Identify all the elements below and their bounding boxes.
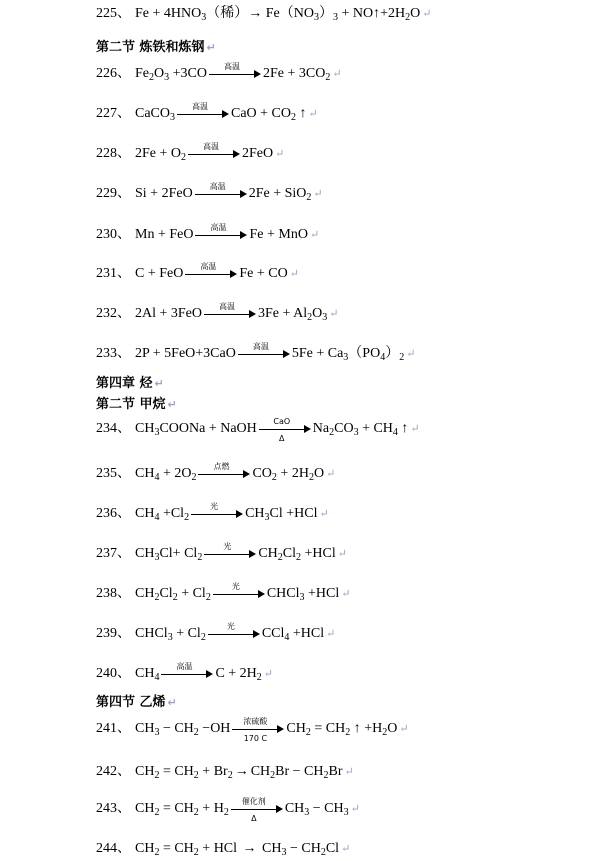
arrow-shaft xyxy=(195,194,241,195)
subscript: 2 xyxy=(307,312,313,323)
equation-number: 229、 xyxy=(96,186,131,201)
equation-line xyxy=(96,222,320,244)
equation-number: 226、 xyxy=(96,66,131,81)
paragraph-mark: ↵ xyxy=(341,843,351,855)
equation-number: 244、 xyxy=(96,841,131,856)
equation-line xyxy=(96,141,285,163)
subscript: 2 xyxy=(325,72,331,83)
arrow-head xyxy=(206,670,213,678)
formula-text: Cl xyxy=(282,546,296,561)
subscript: 4 xyxy=(154,472,160,483)
arrow-head xyxy=(249,310,256,318)
paragraph-mark: ↵ xyxy=(344,766,354,778)
reaction-arrow-icon xyxy=(204,301,256,321)
equation-line xyxy=(96,501,329,523)
subscript: 2 xyxy=(305,727,311,738)
equation-number: 232、 xyxy=(96,306,131,321)
arrow-shaft xyxy=(259,429,305,430)
subscript: 3 xyxy=(154,427,160,438)
subscript: 4 xyxy=(284,632,290,643)
arrow-shaft xyxy=(204,314,250,315)
subscript: 3 xyxy=(299,592,305,603)
formula-text: + Br xyxy=(198,764,228,779)
subscript: 2 xyxy=(200,632,206,643)
reaction-condition: 点燃 xyxy=(213,461,230,471)
arrow-shaft xyxy=(209,74,255,75)
arrow-head xyxy=(276,805,283,813)
subscript: 4 xyxy=(392,427,398,438)
formula-text: 2Fe + O xyxy=(135,146,182,161)
subscript: 2 xyxy=(193,770,199,781)
equation-line xyxy=(96,763,354,781)
subscript: 2 xyxy=(205,592,211,603)
paragraph-mark: ↵ xyxy=(154,377,164,390)
paragraph-mark: ↵ xyxy=(350,803,360,815)
formula-text: Br − CH xyxy=(275,764,324,779)
reaction-arrow-icon xyxy=(188,141,240,161)
reaction-condition: 高温 xyxy=(203,141,220,151)
paragraph-mark: ↵ xyxy=(289,268,299,280)
formula-text: CH xyxy=(135,466,155,481)
subscript: 2 xyxy=(154,807,160,818)
subscript: 3 xyxy=(332,12,338,23)
formula-text: CH xyxy=(245,506,265,521)
subscript: 2 xyxy=(181,152,187,163)
paragraph-mark: ↵ xyxy=(326,628,336,640)
formula-text: Fe + 4HNO xyxy=(135,6,202,21)
paragraph-mark: ↵ xyxy=(206,41,216,54)
arrow-head xyxy=(243,470,250,478)
formula-text: +HCl xyxy=(289,626,325,641)
formula-text: CH xyxy=(284,801,305,816)
reaction-condition: 高温 xyxy=(219,301,236,311)
reaction-arrow-icon xyxy=(238,341,290,361)
formula-text: ） xyxy=(385,346,400,361)
subscript: 3 xyxy=(304,807,310,818)
formula-text: CH xyxy=(135,546,155,561)
formula-text: O xyxy=(387,721,398,736)
subscript: 2 xyxy=(308,472,314,483)
formula-text: = CH xyxy=(159,764,194,779)
subscript: 3 xyxy=(154,552,160,563)
reaction-arrow-icon xyxy=(177,101,229,121)
equation-number: 231、 xyxy=(96,266,131,281)
arrow-shaft xyxy=(204,554,250,555)
formula-text: +HCl xyxy=(301,546,336,561)
formula-text: + HCl xyxy=(198,841,241,856)
subscript: 2 xyxy=(193,847,199,858)
formula-text: Fe xyxy=(135,66,149,81)
subscript: 2 xyxy=(154,847,160,858)
equation-number: 234、 xyxy=(96,421,131,436)
arrow-head xyxy=(240,190,247,198)
formula-text: CH xyxy=(135,841,155,856)
equation-line xyxy=(96,661,274,683)
equation-line xyxy=(96,341,416,363)
subscript: 2 xyxy=(271,472,277,483)
paragraph-mark: ↵ xyxy=(308,108,318,120)
reaction-arrow-icon xyxy=(213,581,265,601)
reaction-arrow-icon xyxy=(185,261,237,281)
equation-line xyxy=(96,101,318,123)
reaction-condition: 高温 xyxy=(200,261,217,271)
formula-text: Br xyxy=(328,764,343,779)
reaction-arrow-icon xyxy=(195,222,247,242)
reaction-condition: 光 xyxy=(226,621,235,631)
formula-text: + Cl xyxy=(172,626,201,641)
formula-text: 5Fe + Ca xyxy=(291,346,344,361)
equation-line xyxy=(96,301,339,323)
formula-text: CH xyxy=(135,764,155,779)
equation-number: 240、 xyxy=(96,666,131,681)
formula-text: = CH xyxy=(159,801,194,816)
formula-text: CH xyxy=(135,586,155,601)
reaction-arrow-icon xyxy=(204,541,256,561)
reaction-condition: 高温 xyxy=(192,101,208,111)
arrow-head xyxy=(236,510,243,518)
arrow-head xyxy=(230,270,237,278)
paragraph-mark: ↵ xyxy=(167,398,177,411)
arrow-shaft xyxy=(232,729,278,730)
subscript: 2 xyxy=(227,770,233,781)
reaction-arrow-icon xyxy=(231,796,283,823)
reaction-arrow-icon xyxy=(232,716,284,743)
subscript: 3 xyxy=(343,807,349,818)
formula-text: CCl xyxy=(261,626,285,641)
reaction-condition: 高温 xyxy=(210,222,227,232)
paragraph-mark: ↵ xyxy=(399,723,409,735)
reaction-condition-below: Δ xyxy=(279,433,285,443)
formula-text: Mn + FeO xyxy=(135,227,194,242)
subscript: 3 xyxy=(154,727,160,738)
arrow-head xyxy=(283,350,290,358)
subscript: 2 xyxy=(193,727,199,738)
formula-text: CaO + CO xyxy=(231,106,292,121)
paragraph-mark: ↵ xyxy=(332,68,342,80)
arrow-head xyxy=(258,590,265,598)
section-heading: 第四节 乙烯 ↵ xyxy=(96,695,177,710)
formula-text: （PO xyxy=(348,346,381,361)
subscript: 2 xyxy=(382,727,388,738)
reaction-condition: 浓硫酸 xyxy=(243,716,268,726)
reaction-condition: 高温 xyxy=(176,661,193,671)
subscript: 2 xyxy=(154,592,160,603)
formula-text: 2P + 5FeO+3CaO xyxy=(135,346,236,361)
equation-number: 237、 xyxy=(96,546,131,561)
paragraph-mark: ↵ xyxy=(329,308,339,320)
reaction-arrow-icon: → xyxy=(234,764,249,779)
equation-line xyxy=(96,840,350,858)
formula-text: O xyxy=(313,466,325,481)
formula-text: CH xyxy=(135,421,155,436)
reaction-condition: 光 xyxy=(231,581,240,591)
formula-text: +Cl xyxy=(159,506,185,521)
formula-text: CH xyxy=(135,666,155,681)
paragraph-mark: ↵ xyxy=(422,8,432,20)
formula-text: Cl +HCl xyxy=(269,506,318,521)
subscript: 3 xyxy=(170,112,175,123)
formula-text: C + FeO xyxy=(135,266,184,281)
formula-text: CH xyxy=(286,721,306,736)
arrow-shaft xyxy=(195,235,241,236)
reaction-arrow-icon xyxy=(191,501,243,521)
formula-text: 2Fe + 3CO xyxy=(262,66,326,81)
subscript: 2 xyxy=(277,552,283,563)
section-heading: 第二节 甲烷 ↵ xyxy=(96,397,177,412)
reaction-arrow-icon xyxy=(198,461,250,481)
formula-text: = CH xyxy=(310,721,346,736)
formula-text: +3CO xyxy=(169,66,207,81)
equation-number: 227、 xyxy=(96,106,131,121)
formula-text: + H xyxy=(198,801,224,816)
paragraph-mark: ↵ xyxy=(263,668,274,680)
arrow-shaft xyxy=(161,674,207,675)
subscript: 2 xyxy=(149,72,154,83)
section-heading: 第四章 烃 ↵ xyxy=(96,376,164,391)
formula-text: O xyxy=(312,306,323,321)
equation-number: 239、 xyxy=(96,626,131,641)
arrow-shaft xyxy=(188,154,234,155)
formula-text: Cl xyxy=(159,586,173,601)
subscript: 2 xyxy=(172,592,178,603)
paragraph-mark: ↵ xyxy=(167,696,177,709)
equation-number: 241、 xyxy=(96,721,131,736)
paragraph-mark: ↵ xyxy=(326,468,336,480)
subscript: 2 xyxy=(323,770,329,781)
formula-text: − CH xyxy=(309,801,344,816)
formula-text: CH xyxy=(250,764,271,779)
subscript: 4 xyxy=(154,672,160,683)
arrow-shaft xyxy=(208,634,254,635)
subscript: 3 xyxy=(353,427,359,438)
subscript: 3 xyxy=(201,12,207,23)
formula-text: Cl xyxy=(325,841,340,856)
arrow-shaft xyxy=(238,354,284,355)
formula-text: O xyxy=(154,66,165,81)
reaction-condition: 光 xyxy=(210,501,219,511)
arrow-head xyxy=(240,231,247,239)
equation-number: 242、 xyxy=(96,764,131,779)
paragraph-mark: ↵ xyxy=(341,588,351,600)
equation-line xyxy=(96,181,323,203)
equation-number: 238、 xyxy=(96,586,131,601)
formula-text: ↑ xyxy=(296,106,307,121)
formula-text: − CH xyxy=(286,841,321,856)
formula-text: − CH xyxy=(159,721,194,736)
formula-text: ） xyxy=(318,6,333,21)
subscript: 4 xyxy=(380,352,386,363)
equation-line xyxy=(96,416,420,443)
equation-line xyxy=(96,796,360,823)
reaction-arrow-icon xyxy=(195,181,247,201)
formula-text: CH xyxy=(135,801,155,816)
arrow-shaft xyxy=(198,474,244,475)
equation-line xyxy=(96,581,351,603)
reaction-condition: 催化剂 xyxy=(241,796,266,806)
subscript: 2 xyxy=(399,352,405,363)
formula-text: 2Al + 3FeO xyxy=(135,306,203,321)
equation-line xyxy=(96,541,347,563)
equation-number: 243、 xyxy=(96,801,131,816)
arrow-head xyxy=(277,725,284,733)
formula-text: + Cl xyxy=(177,586,206,601)
reaction-condition-below: 170 C xyxy=(243,733,268,743)
subscript: 2 xyxy=(270,770,276,781)
arrow-head xyxy=(249,550,256,558)
equation-number: 228、 xyxy=(96,146,131,161)
subscript: 2 xyxy=(184,512,190,523)
formula-text: CO xyxy=(334,421,354,436)
subscript: 2 xyxy=(193,807,199,818)
formula-text: CO xyxy=(252,466,272,481)
paragraph-mark: ↵ xyxy=(337,548,347,560)
equation-line xyxy=(96,621,336,643)
formula-text: Cl+ Cl xyxy=(159,546,198,561)
subscript: 3 xyxy=(164,72,170,83)
subscript: 2 xyxy=(291,112,297,123)
subscript: 2 xyxy=(306,192,312,203)
formula-text: Na xyxy=(312,421,330,436)
formula-text: 3Fe + Al xyxy=(258,306,308,321)
equation-number: 233、 xyxy=(96,346,131,361)
formula-text: ↑ xyxy=(397,421,409,436)
formula-text: CH xyxy=(135,506,155,521)
reaction-condition: CaO xyxy=(273,416,291,426)
formula-text: ↑ +H xyxy=(350,721,383,736)
subscript: 2 xyxy=(320,847,326,858)
formula-text: Fe + CO xyxy=(239,266,288,281)
subscript: 2 xyxy=(154,770,160,781)
formula-text: CHCl xyxy=(135,626,168,641)
equation-number: 230、 xyxy=(96,227,131,242)
subscript: 3 xyxy=(343,352,349,363)
paragraph-mark: ↵ xyxy=(309,229,320,241)
equation-number: 235、 xyxy=(96,466,131,481)
paragraph-mark: ↵ xyxy=(410,423,420,435)
formula-text: + NO↑+2H xyxy=(337,6,406,21)
formula-text: Si + 2FeO xyxy=(135,186,193,201)
subscript: 2 xyxy=(191,472,197,483)
arrow-shaft xyxy=(213,594,259,595)
subscript: 2 xyxy=(329,427,335,438)
subscript: 2 xyxy=(223,807,229,818)
formula-text: +HCl xyxy=(304,586,340,601)
reaction-arrow-icon xyxy=(208,621,260,641)
equation-line xyxy=(96,461,336,483)
subscript: 2 xyxy=(345,727,351,738)
arrow-head xyxy=(233,150,240,158)
formula-text: COONa + NaOH xyxy=(159,421,257,436)
paragraph-mark: ↵ xyxy=(275,148,285,160)
formula-text: CHCl xyxy=(266,586,300,601)
subscript: 2 xyxy=(256,672,262,683)
equation-line xyxy=(96,61,342,83)
paragraph-mark: ↵ xyxy=(406,348,416,360)
arrow-head xyxy=(254,70,261,78)
equation-line xyxy=(96,261,299,283)
formula-text: CaCO xyxy=(135,106,170,121)
formula-text: 2Fe + SiO xyxy=(248,186,307,201)
formula-text: O xyxy=(410,6,421,21)
reaction-condition: 高温 xyxy=(252,341,269,351)
formula-text: + 2O xyxy=(159,466,192,481)
equation-number: 236、 xyxy=(96,506,131,521)
equation-line xyxy=(96,716,409,743)
arrow-shaft xyxy=(191,514,237,515)
subscript: 3 xyxy=(281,847,287,858)
formula-text: −OH xyxy=(198,721,231,736)
formula-text: Fe + MnO xyxy=(249,227,308,242)
arrow-shaft xyxy=(185,274,231,275)
section-heading: 第二节 炼铁和炼钢 ↵ xyxy=(96,40,216,55)
formula-text: C + 2H xyxy=(215,666,257,681)
formula-text: （稀）→ Fe（NO xyxy=(206,6,314,21)
arrow-head xyxy=(253,630,260,638)
reaction-arrow-icon: → xyxy=(242,841,257,856)
paragraph-mark: ↵ xyxy=(319,508,329,520)
reaction-condition: 高温 xyxy=(223,61,240,71)
subscript: 3 xyxy=(264,512,270,523)
equation-number: 225、 xyxy=(96,6,131,21)
subscript: 2 xyxy=(197,552,203,563)
formula-text: 2FeO xyxy=(242,146,274,161)
formula-text: CH xyxy=(258,841,282,856)
formula-text: + 2H xyxy=(276,466,309,481)
formula-text: CH xyxy=(135,721,155,736)
reaction-arrow-icon xyxy=(161,661,213,681)
reaction-condition: 光 xyxy=(223,541,232,551)
reaction-arrow-icon xyxy=(209,61,261,81)
reaction-arrow-icon xyxy=(259,416,311,443)
formula-text: CH xyxy=(258,546,278,561)
arrow-head xyxy=(304,425,311,433)
equation-line xyxy=(96,5,431,23)
subscript: 2 xyxy=(296,552,301,563)
subscript: 3 xyxy=(313,12,319,23)
formula-text: = CH xyxy=(159,841,194,856)
subscript: 4 xyxy=(154,512,160,523)
arrow-shaft xyxy=(177,114,223,115)
reaction-condition-below: Δ xyxy=(251,813,257,823)
arrow-shaft xyxy=(231,809,277,810)
subscript: 3 xyxy=(322,312,328,323)
reaction-condition: 高温 xyxy=(209,181,226,191)
formula-text: + CH xyxy=(358,421,393,436)
subscript: 3 xyxy=(167,632,173,643)
paragraph-mark: ↵ xyxy=(313,188,323,200)
subscript: 2 xyxy=(405,12,411,23)
arrow-head xyxy=(222,110,229,118)
